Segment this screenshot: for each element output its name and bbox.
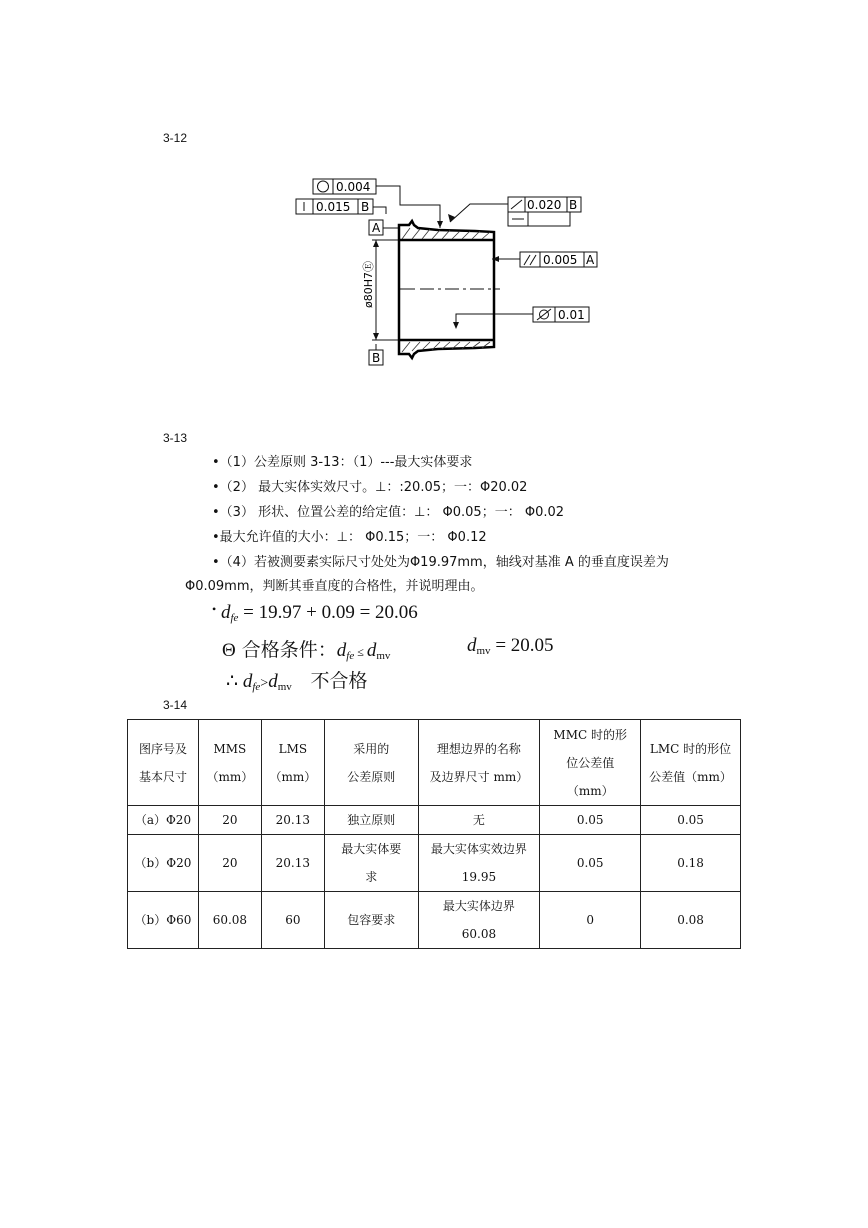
bullet-5: •（4）若被测要素实际尺寸处处为Φ19.97mm，轴线对基准 A 的垂直度误差为 xyxy=(212,555,669,570)
section-label-3-12: 3-12 xyxy=(163,131,188,145)
tolerance-table xyxy=(127,719,741,949)
table-cell: 20 xyxy=(198,835,261,892)
table-cell: 最大实体要 求 xyxy=(324,835,418,892)
table-cell: 最大实体实效边界 19.95 xyxy=(418,835,540,892)
table-cell: 无 xyxy=(418,806,540,835)
table-cell: （b）Φ60 xyxy=(128,892,199,949)
table-cell: 包容要求 xyxy=(324,892,418,949)
table-cell: 0.05 xyxy=(641,806,741,835)
bullet-4: •最大允许值的大小：⊥： Φ0.15；一： Φ0.12 xyxy=(212,530,487,545)
bullet-3: •（3） 形状、位置公差的给定值：⊥： Φ0.05；一： Φ0.02 xyxy=(212,505,565,520)
diameter-dimension-text: ø80H7Ⓔ xyxy=(362,261,375,308)
header-cell: LMS （mm） xyxy=(261,720,324,806)
datum-a-label: A xyxy=(372,221,381,235)
fcf-perpendicularity-datum: B xyxy=(361,200,370,214)
table-cell: 60.08 xyxy=(198,892,261,949)
math-line-2: Θ 合格条件：$d_{fe} \le d_{mv}$ $d_{mv} = 20.05$ xyxy=(222,635,554,662)
table-cell: 0.05 xyxy=(540,835,641,892)
section-label-3-14: 3-14 xyxy=(163,698,188,712)
table-cell: 60 xyxy=(261,892,324,949)
table-cell: （b）Φ20 xyxy=(128,835,199,892)
engineering-drawing xyxy=(0,0,868,420)
table-cell: 0 xyxy=(540,892,641,949)
bullet-5-continued: Φ0.09mm，判断其垂直度的合格性，并说明理由。 xyxy=(185,579,484,594)
header-cell: 理想边界的名称 及边界尺寸 mm） xyxy=(418,720,540,806)
table-row xyxy=(128,806,741,835)
fcf-cylindricity-value: 0.01 xyxy=(558,308,585,322)
table-header-row xyxy=(128,720,741,806)
datum-b-label: B xyxy=(372,351,381,365)
fcf-runout-datum: B xyxy=(569,198,578,212)
header-cell: LMC 时的形位 公差值（mm） xyxy=(641,720,741,806)
header-cell: MMC 时的形 位公差值 （mm） xyxy=(540,720,641,806)
table-cell: 0.18 xyxy=(641,835,741,892)
bullet-1: •（1）公差原则 3-13：（1）---最大实体要求 xyxy=(212,455,473,470)
table-cell: 最大实体边界 60.08 xyxy=(418,892,540,949)
math-line-1: • $d_{fe} = 19.97 + 0.09 = 20.06$ xyxy=(212,602,418,624)
fcf-runout-value: 0.020 xyxy=(527,198,562,212)
roundness-icon xyxy=(318,181,329,192)
runout-icon xyxy=(511,200,522,209)
bullet-2: •（2） 最大实体实效尺寸。⊥：:20.05；一：Φ20.02 xyxy=(212,480,528,495)
table-cell: 20.13 xyxy=(261,806,324,835)
section-label-3-13: 3-13 xyxy=(163,431,188,445)
math-line-3: ∴ $d_{fe}>d_{mv}$ 不合格 xyxy=(226,670,368,693)
parallel-icon xyxy=(524,255,530,265)
fcf-roundness-value: 0.004 xyxy=(336,180,371,194)
table-cell: 0.08 xyxy=(641,892,741,949)
table-cell: （a）Φ20 xyxy=(128,806,199,835)
fcf-parallel-datum: A xyxy=(586,253,595,267)
fcf-perpendicularity-value: 0.015 xyxy=(316,200,351,214)
table-row xyxy=(128,835,741,892)
header-cell: MMS （mm） xyxy=(198,720,261,806)
table-cell: 独立原则 xyxy=(324,806,418,835)
table-cell: 0.05 xyxy=(540,806,641,835)
table-cell: 20 xyxy=(198,806,261,835)
section-hatching xyxy=(402,228,490,352)
header-cell: 图序号及 基本尺寸 xyxy=(128,720,199,806)
table-row xyxy=(128,892,741,949)
fcf-parallel-value: 0.005 xyxy=(543,253,578,267)
header-cell: 采用的 公差原则 xyxy=(324,720,418,806)
table-cell: 20.13 xyxy=(261,835,324,892)
